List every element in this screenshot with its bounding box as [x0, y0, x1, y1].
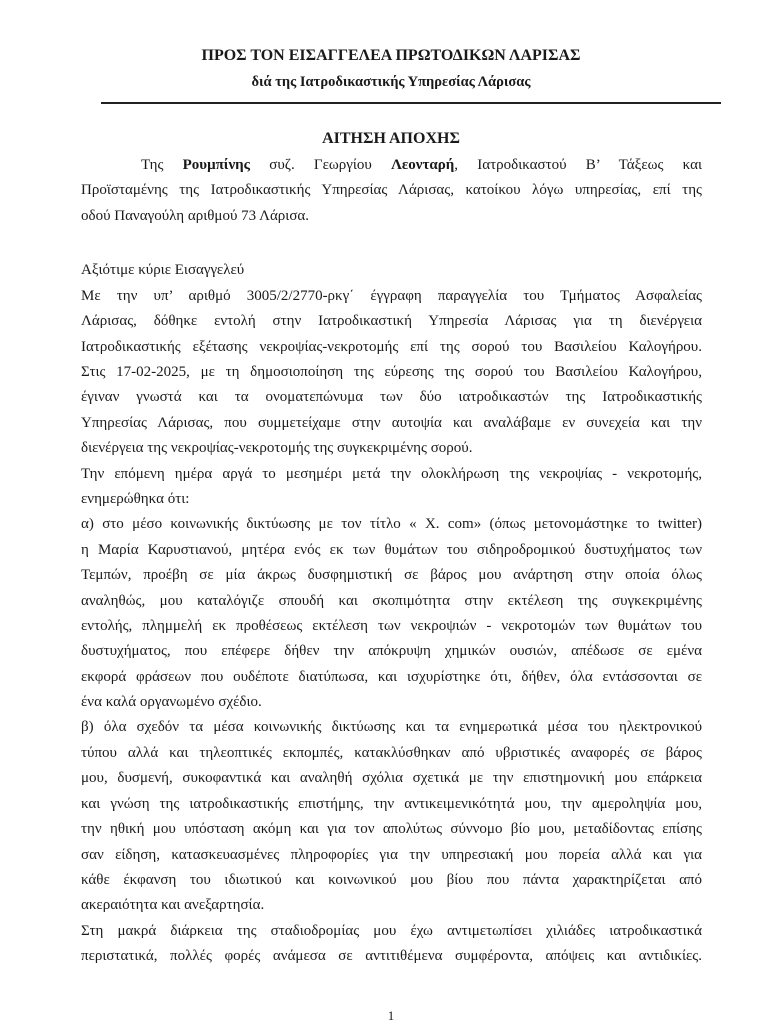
text-line: έγιναν γνωστά και τα ονοματεπώνυμα των δύο ιατροδικαστών της Ιατροδικαστικής [81, 389, 702, 405]
petitioner-surname: Λεονταρή [391, 157, 455, 173]
text-line: κάθε έκφανση του ιδιωτικού και κοινωνικού μου βίου που πάντα χαρακτηρίζεται από [81, 872, 702, 888]
text-line: την ηθική μου υπόσταση ακόμη και για τον απολύτως σύννομο βίο μου, μεταδίδοντας επίσης [81, 821, 702, 837]
intro-line [81, 155, 702, 175]
text-line: εκφορά φράσεων που ουδέποτε διατύπωσα, και ισχυρίστηκε ότι, δήθεν, όλα εντάσσονται σε [81, 669, 702, 685]
intro-text: Της [141, 157, 183, 173]
text-line: αναληθώς, μου καταλόγιζε σπουδή και σκοπιμότητα στην εκτέλεση της συγκεκριμένης [81, 593, 702, 609]
text-line: διενέργεια της νεκροψίας-νεκροτομής της συγκεκριμένης σορού. [81, 440, 473, 456]
text-line: Λάρισας, δόθηκε εντολή στην Ιατροδικαστική Υπηρεσία Λάρισας για τη διενέργεια [81, 313, 702, 329]
text-line: εντολής, πλημμελή εκ προθέσεως εκτέλεση των νεκροψιών - νεκροτομών των θυμάτων του [81, 618, 702, 634]
text-line: Υπηρεσίας Λάρισας, που συμμετείχαμε στην αυτοψία και αναλάβαμε εν συνεχεία και την [81, 415, 702, 431]
text-line: Ιατροδικαστικής εξέτασης νεκροψίας-νεκροτομής επί της σορού του Βασιλείου Καλογήρου. [81, 339, 702, 355]
text-line: σαν είδηση, κατασκευασμένες πληροφορίες για την υπηρεσιακή μου πορεία αλλά και για [81, 847, 702, 863]
text-line: α) στο μέσο κοινωνικής δικτύωσης με τον τίτλο « X. com» (όπως μετονομάστηκε το twitter) [81, 516, 702, 532]
text-line: Τεμπών, προέβη σε μία άκρως δυσφημιστική σε βάρος μου ανάρτηση στην οποία όλως [81, 567, 702, 583]
addressee-heading: ΠΡΟΣ ΤΟΝ ΕΙΣΑΓΓΕΛΕΑ ΠΡΩΤΟΔΙΚΩΝ ΛΑΡΙΣΑΣ [201, 47, 581, 64]
text-line: τύπου αλλά και τηλεοπτικές εκπομπές, κατακλύσθηκαν από υβριστικές αναφορές σε βάρος [81, 745, 702, 761]
text-line: ένα καλά οργανωμένο σχέδιο. [81, 694, 262, 710]
text-line: περιστατικά, πολλές φορές ανάμεσα σε αντιτιθέμενα συμφέροντα, απόψεις και αντιδικίες. [81, 948, 702, 964]
text-line: οδού Παναγούλη αριθμού 73 Λάρισα. [81, 208, 310, 224]
text-line: Στη μακρά διάρκεια της σταδιοδρομίας μου έχω αντιμετωπίσει χιλιάδες ιατροδικαστικά [81, 923, 702, 939]
text-line: δυστυχήματος, που επέφερε δήθεν την απόκρυψη χημικών ουσιών, απέδωσε σε εμένα [81, 643, 702, 659]
text-line: Με την υπ’ αριθμό 3005/2/2770-ρκγ΄ έγγραφη παραγγελία του Τμήματος Ασφαλείας [81, 288, 702, 304]
text-line: μου, δυσμενή, συκοφαντικά και αναληθή σχόλια σχετικά με την επιστημονική μου επάρκεια [81, 770, 702, 786]
document-title: ΑΙΤΗΣΗ ΑΠΟΧΗΣ [322, 130, 460, 147]
text-line: η Μαρία Καρυστιανού, μητέρα ενός εκ των θυμάτων του σιδηροδρομικού δυστυχήματος των [81, 542, 702, 558]
intro-text: συζ. Γεωργίου [250, 157, 392, 173]
petitioner-first-name: Ρουμπίνης [182, 157, 250, 173]
text-line: β) όλα σχεδόν τα μέσα κοινωνικής δικτύωσης και τα ενημερωτικά μέσα του ηλεκτρονικού [81, 719, 702, 735]
intro-text: , Ιατροδικαστού Β’ Τάξεως και [454, 157, 702, 173]
text-line: και γνώση της ιατροδικαστικής επιστήμης, την αντικειμενικότητά μου, την αμεροληψία μου, [81, 796, 702, 812]
text-line: Την επόμενη ημέρα αργά το μεσημέρι μετά την ολοκλήρωση της νεκροψίας - νεκροτομής, [81, 466, 702, 482]
text-line: ενημερώθηκα ότι: [81, 491, 190, 507]
text-line: Στις 17-02-2025, με τη δημοσιοποίηση της εύρεσης της σορού του Βασιλείου Καλογήρου, [81, 364, 702, 380]
text-line: Αξιότιμε κύριε Εισαγγελεύ [81, 262, 245, 278]
page-number: 1 [387, 1008, 395, 1023]
text-line: Προϊσταμένης της Ιατροδικαστικής Υπηρεσίας Λάρισας, κατοίκου λόγω υπηρεσίας, επί της [81, 182, 702, 198]
via-subheading: διά της Ιατροδικαστικής Υπηρεσίας Λάρισας [251, 74, 531, 90]
text-line: ακεραιότητα και ανεξαρτησία. [81, 897, 265, 913]
header-divider [101, 102, 721, 104]
